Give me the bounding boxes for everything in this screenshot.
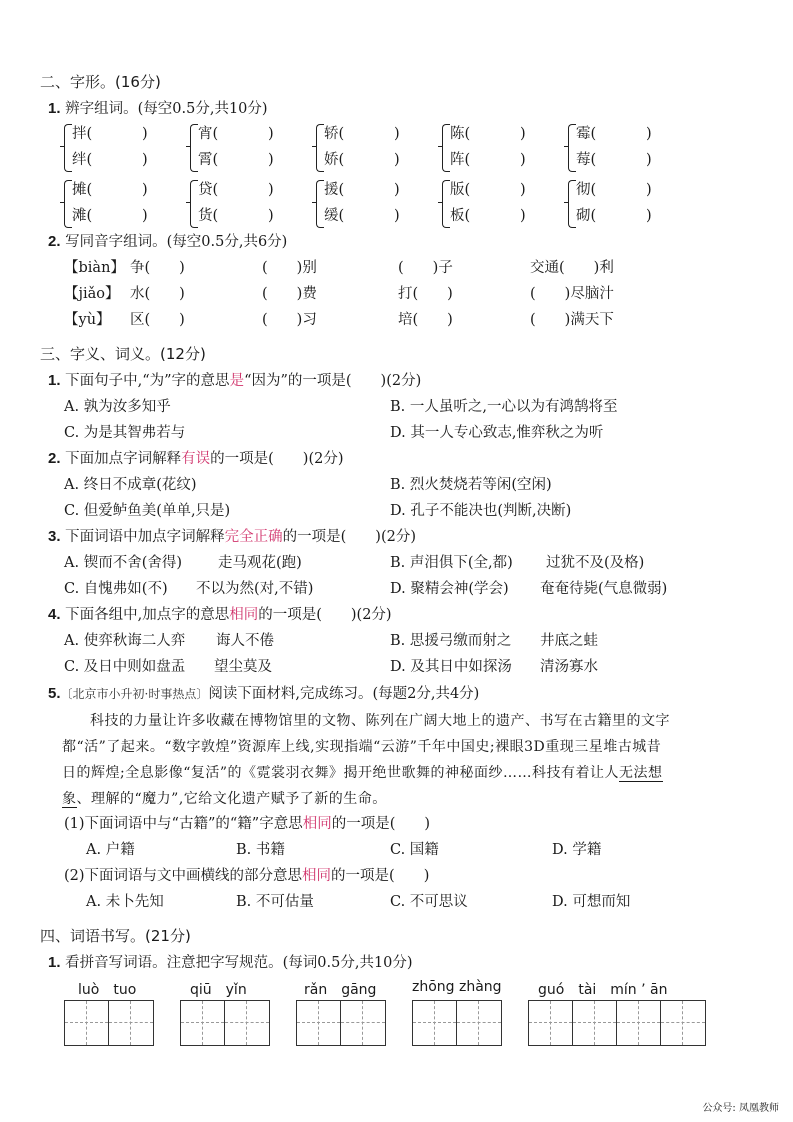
q3-3-B1: B. 声泪俱下(全,都) <box>390 555 513 571</box>
q3-3-C2: 不以为然(对,不错) <box>196 581 314 597</box>
q3-3: 3. 下面词语中加点字词解释完全正确的一项是( )(2分) <box>48 528 416 545</box>
q3-5-sub1: (1)下面词语中与“古籍”的“籍”字意思相同的一项是( ) <box>64 816 431 832</box>
section-3-title: 三、字义、词义。(12分) <box>40 345 206 363</box>
q3-5-sub2-C: C. 不可思议 <box>390 894 468 910</box>
pinyin-1: luò tuo <box>78 982 137 998</box>
q3-4-D2: 清汤寡水 <box>540 659 598 675</box>
q3-5-sub2-A: A. 未卜先知 <box>86 894 164 910</box>
writing-grid-2[interactable] <box>180 1000 270 1046</box>
q3-4-A1: A. 使弈秋诲二人弈 <box>64 633 186 649</box>
q3-3-A2: 走马观花(跑) <box>218 555 302 571</box>
q3-2-B: B. 烈火焚烧若等闲(空闲) <box>390 477 552 493</box>
q3-3-D2: 奄奄待毙(气息微弱) <box>540 581 668 597</box>
q2-1: 1. 辨字组词。(每空0.5分,共10分) <box>48 100 268 117</box>
reading-passage: 科技的力量让许多收藏在博物馆里的文物、陈列在广阔大地上的遗产、书写在古籍里的文字 都“活”了起来。“数字敦煌”资源库上线,实现指端“云游”千年中国史;裸眼3D重现三星堆古城昔 日的辉煌;全息影像“复活”的《霓裳羽衣舞》揭开绝世歌舞的神秘面纱……科技有着让人无法想 象、理解的“魔力”,它给文化遗产赋予了新的生命。 <box>62 713 670 807</box>
q3-4-B2: 井底之蛙 <box>540 633 598 649</box>
q3-4-D1: D. 及其日中如探汤 <box>390 659 512 675</box>
writing-grid-4[interactable] <box>412 1000 502 1046</box>
q3-3-C1: C. 自愧弗如(不) <box>64 581 168 597</box>
pinyin-4: zhōng zhàng <box>412 979 502 995</box>
q3-5-sub2-B: B. 不可估量 <box>236 894 314 910</box>
q3-2-D: D. 孔子不能决也(判断,决断) <box>390 503 572 519</box>
q3-5-sub1-B: B. 书籍 <box>236 842 285 858</box>
q3-4: 4. 下面各组中,加点字的意思相同的一项是( )(2分) <box>48 606 392 623</box>
q3-1-D: D. 其一人专心致志,惟弈秋之为听 <box>390 425 604 441</box>
pinyin-5: guó tài mín ’ ān <box>538 982 668 998</box>
q2-2: 2. 写同音字组词。(每空0.5分,共6分) <box>48 233 288 250</box>
pinyin-2: qiū yǐn <box>190 982 247 998</box>
q3-1-A: A. 孰为汝多知乎 <box>64 399 171 415</box>
q3-5-sub1-D: D. 学籍 <box>552 842 602 858</box>
q3-5-sub2-D: D. 可想而知 <box>552 894 631 910</box>
q3-4-C2: 望尘莫及 <box>214 659 272 675</box>
q3-3-D1: D. 聚精会神(学会) <box>390 581 509 597</box>
q3-5-sub1-C: C. 国籍 <box>390 842 439 858</box>
q3-2: 2. 下面加点字词解释有误的一项是( )(2分) <box>48 450 344 467</box>
q3-4-A2: 诲人不倦 <box>216 633 274 649</box>
section-4-title: 四、词语书写。(21分) <box>40 927 191 945</box>
footer-account: 公众号: 凤凰教师 <box>702 1103 779 1114</box>
q3-1: 1. 下面句子中,“为”字的意思是“因为”的一项是( )(2分) <box>48 372 422 389</box>
q3-5-sub2: (2)下面词语与文中画横线的部分意思相同的一项是( ) <box>64 868 430 884</box>
q3-1-B: B. 一人虽听之,一心以为有鸿鹄将至 <box>390 399 618 415</box>
q3-2-A: A. 终日不成章(花纹) <box>64 477 197 493</box>
q4-1: 1. 看拼音写词语。注意把字写规范。(每词0.5分,共10分) <box>48 954 413 971</box>
q3-4-C1: C. 及日中则如盘盂 <box>64 659 186 675</box>
q3-4-B1: B. 思援弓缴而射之 <box>390 633 512 649</box>
q3-5-sub1-A: A. 户籍 <box>86 842 135 858</box>
writing-grid-5[interactable] <box>528 1000 706 1046</box>
pinyin-3: rǎn gāng <box>304 982 377 998</box>
q3-3-B2: 过犹不及(及格) <box>546 555 645 571</box>
q3-2-C: C. 但爱鲈鱼美(单单,只是) <box>64 503 231 519</box>
q3-1-C: C. 为是其智弗若与 <box>64 425 186 441</box>
section-2-title: 二、字形。(16分) <box>40 73 161 91</box>
q3-3-A1: A. 锲而不舍(舍得) <box>64 555 183 571</box>
underlined-phrase: 无法想 <box>619 765 663 781</box>
writing-grid-1[interactable] <box>64 1000 154 1046</box>
q3-5: 5.〔北京市小升初·时事热点〕阅读下面材料,完成练习。(每题2分,共4分) <box>48 685 480 702</box>
writing-grid-3[interactable] <box>296 1000 386 1046</box>
